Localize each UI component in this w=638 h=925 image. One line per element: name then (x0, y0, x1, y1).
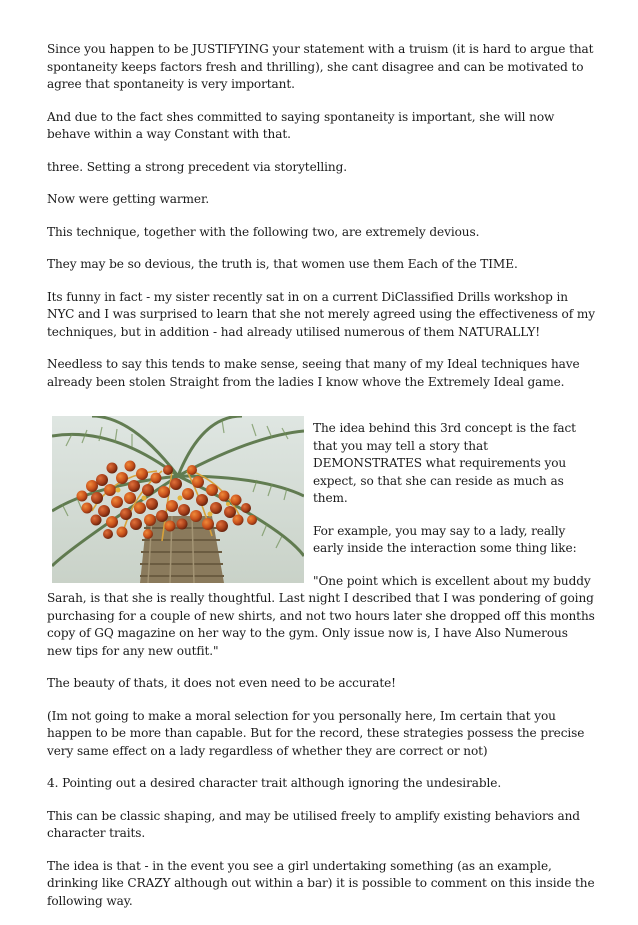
paragraph: The idea behind this 3rd concept is the fact that you may tell a story that DEMONSTRATES what requirements you expect, so that she can reside as much as them. (313, 421, 576, 505)
paragraph: For example, you may say to a lady, really early inside the interaction some thing like: (313, 523, 577, 555)
paragraph: The idea is that - in the event you see a girl undertaking something (as an example, drinking like CRAZY although out within a bar) it is possible to comment on this inside the following way. (47, 858, 595, 908)
document-page (47, 41, 595, 925)
paragraph: 4. Pointing out a desired character trait although ignoring the undesirable. (47, 776, 502, 790)
paragraph: They may be so devious, the truth is, that women use them Each of the TIME. (47, 257, 518, 271)
paragraph: This can be classic shaping, and may be utilised freely to amplify existing behaviors and character traits. (47, 808, 580, 840)
paragraph: (Im not going to make a moral selection for you personally here, Im certain that you happen to be more than capable. But for the record, these strategies possess the precise very same effect on a lady regardless of whether they are correct or not) (47, 708, 585, 758)
paragraph: Since you happen to be JUSTIFYING your statement with a truism (it is hard to argue that spontaneity keeps factors fresh and thrilling), she cant disagree and can be motivated to agree that spontaneity is very important. (47, 42, 594, 91)
date-palm-photo-icon (52, 416, 304, 583)
paragraph: This technique, together with the following two, are extremely devious. (47, 224, 480, 239)
paragraph: And due to the fact shes committed to saying spontaneity is important, she will now behave within a way Constant with that. (47, 109, 555, 141)
paragraph: The beauty of thats, it does not even need to be accurate! (47, 676, 396, 690)
paragraph: three. Setting a strong precedent via storytelling. (47, 159, 348, 174)
paragraph: Its funny in fact - my sister recently sat in on a current DiClassified Drills workshop in NYC and I was surprised to learn that she not merely agreed using the effectiveness of my techniques, but in addition - had already utilised numerous of them NATURALLY! (47, 289, 595, 339)
date-palm-photo (52, 416, 304, 583)
paragraph: Now were getting warmer. (47, 192, 210, 206)
paragraph: "One point which is excellent about my buddy Sarah, is that she is really thoughtful. Last night I described that I was pondering of going purchasing for a couple of new shirts, and not two hours later she dropped off this months copy of GQ magazine on her way to the gym. Only issue now is, I have Also Numerous new tips for any new outfit." (47, 573, 595, 658)
paragraph: Needless to say this tends to make sense, seeing that many of my Ideal techniques have already been stolen Straight from the ladies I know whove the Extremely Ideal game. (47, 357, 580, 389)
